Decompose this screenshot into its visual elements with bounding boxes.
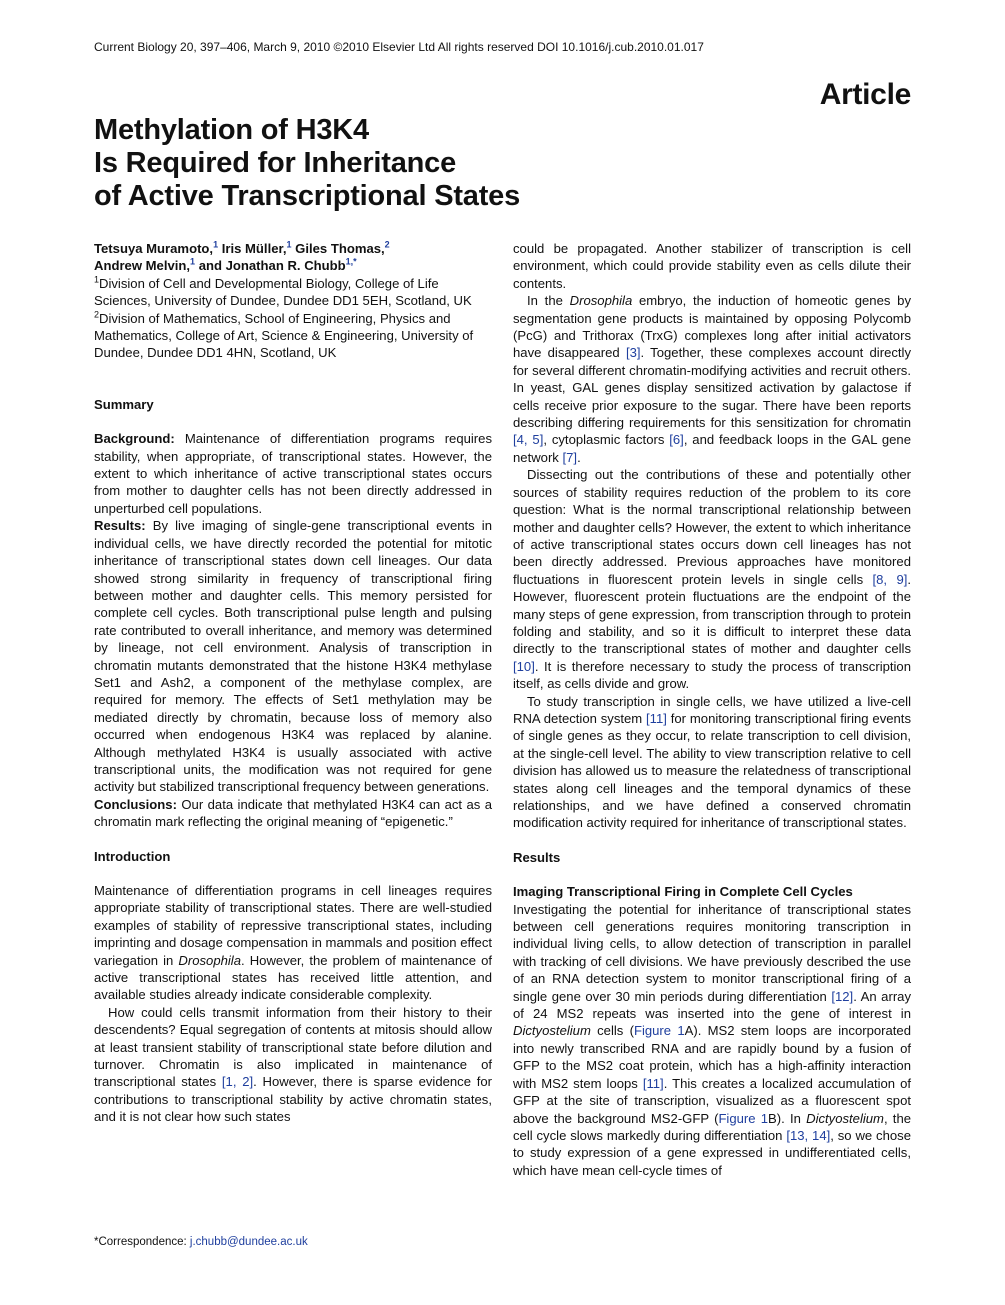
author-affil-marker[interactable]: 1 xyxy=(190,257,196,268)
intro-paragraph: How could cells transmit information from their history to their descendents? Equal segregation of contents at mitosis should allow at least transient stability of transcriptional state before dilution and turnover. Chromatin is also implicated in maintenance of transcriptional states [1, 2]. However, there is sparse evidence for contributions to transcriptional stability by active chromatin states, and it is not clear how such states xyxy=(94,1004,492,1125)
body-paragraph: Dissecting out the contributions of these and potentially other sources of stability requires reduction of the problem to its core question: What is the normal transcriptional relationship between mother and daughter cells? However, the extent to which inheritance of active transcriptional states occurs down cell lineages has not been directly addressed. Previous approaches have monitored fluctuations in fluorescent protein levels in single cells [8, 9]. However, fluorescent protein fluctuations are the endpoint of the many steps of gene expression, from transcription through to protein folding and stability, and so it is difficult to interpret these data directly to the transcriptional states of mother and daughter cells [10]. It is therefore necessary to study the process of transcription itself, as cells divide and grow. xyxy=(513,467,911,692)
author-name: Andrew Melvin, xyxy=(94,258,191,274)
left-column xyxy=(94,240,492,1126)
article-type-label: Article xyxy=(819,78,911,111)
summary-results: Results: By live imaging of single-gene transcriptional events in individual cells, we have directly recorded the potential for mitotic inheritance of transcriptional states down cell lineages. Our data showed strong similarity in frequency of transcriptional firing between mother and daughter cells. This memory persisted for complete cell cycles. Both transcriptional pulse length and pulsing rate contributed to overall inheritance, and memory was determined by lineage, not cell environment. Analysis of transcription in chromatin mutants demonstrated that the histone H3K4 methylase Set1 and Ash2, a component of the methylase complex, are required for memory. The effects of Set1 methylation may be mediated directly by chromatin, because loss of memory also occurred when endogenous H3K4 was replaced by alanine. Although methylated H3K4 is usually associated with active transcriptional units, the modification was not required for gene activity but stabilized transcriptional frequency between generations. xyxy=(94,518,493,795)
author-name: Giles Thomas, xyxy=(295,241,385,256)
body-paragraph: Investigating the potential for inheritance of transcriptional states between cell generations requires monitoring transcription in individual living cells, to allow detection of transcription in parallel with tracking of cell divisions. We have previously described the use of an RNA detection system to monitor transcriptional firing of a single gene over 30 min periods during differentiation [12]. An array of 24 MS2 repeats was inserted into the gene of interest in Dictyostelium cells (Figure 1A). MS2 stem loops are incorporated into newly transcribed RNA and are rapidly bound by a fusion of GFP to the MS2 coat protein, which has a high-affinity interaction with MS2 stem loops [11]. This creates a localized accumulation of GFP at the site of transcription, visualized as a fluorescent spot above the background MS2-GFP (Figure 1B). In Dictyostelium, the cell cycle slows markedly during differentiation [13, 14], so we chose to study expression of a gene expressed in undifferentiated cells, which have mean cell-cycle times of xyxy=(513,901,912,1178)
article-title xyxy=(94,114,614,213)
correspondence-footnote: *Correspondence: j.chubb@dundee.ac.uk xyxy=(94,1236,308,1248)
results-heading: Results xyxy=(513,849,561,865)
citation-link[interactable]: [8, 9] xyxy=(872,571,908,587)
journal-citation: Current Biology 20, 397–406, March 9, 2010 ©2010 Elsevier Ltd All rights reserved DOI 10.1016/j.cub.2010.01.017 xyxy=(94,40,704,54)
body-paragraph: could be propagated. Another stabilizer of transcription is cell environment, which could provide stability even as cells dilute their contents. xyxy=(513,241,911,291)
citation-link[interactable]: [13, 14] xyxy=(786,1127,831,1143)
summary-background: Background: Maintenance of differentiation programs requires stability, when appropriate, of transcriptional states. However, the extent to which inheritance of active transcriptional states occurs from mother to daughter cells has not been directly addressed in unperturbed cell populations. xyxy=(94,431,492,516)
title-line: Is Required for Inheritance xyxy=(94,147,457,179)
correspondence-email-link[interactable]: j.chubb@dundee.ac.uk xyxy=(189,1236,308,1248)
author-affil-marker[interactable]: 2 xyxy=(384,239,390,250)
citation-link[interactable]: [4, 5] xyxy=(513,432,544,448)
citation-link[interactable]: [7] xyxy=(562,449,578,465)
author-list xyxy=(94,240,492,275)
citation-link[interactable]: [12] xyxy=(831,988,854,1004)
citation-link[interactable]: [3] xyxy=(625,345,641,361)
introduction-heading: Introduction xyxy=(94,848,171,864)
citation-link[interactable]: [6] xyxy=(669,432,684,448)
intro-paragraph: Maintenance of differentiation programs in cell lineages requires appropriate stability of transcriptional states. There are well-studied examples of stability of repressive transcriptional states, including imprinting and dosage compensation in mammals and position effect variegation in Drosophila. However, the problem of maintenance of active transcriptional states has received little attention, and available studies already indicate considerable complexity. xyxy=(94,883,492,1003)
author-name: and Jonathan R. Chubb xyxy=(198,258,346,274)
results-subheading: Imaging Transcriptional Firing in Complete Cell Cycles xyxy=(513,884,853,900)
author-name: Iris Müller, xyxy=(221,241,287,256)
citation-link[interactable]: [11] xyxy=(642,1075,664,1091)
author-name: Tetsuya Muramoto, xyxy=(94,241,214,256)
title-line: Methylation of H3K4 xyxy=(94,114,369,146)
figure-link[interactable]: Figure 1 xyxy=(718,1110,769,1126)
author-affil-marker[interactable]: 1 xyxy=(286,239,292,250)
summary-heading: Summary xyxy=(94,396,154,412)
body-paragraph: In the Drosophila embryo, the induction of homeotic genes by segmentation gene products is maintained by opposing Polycomb (PcG) and Trithorax (TrxG) complexes long after initial activators have disappeared [3]. Together, these complexes account directly for several different chromatin-modifying activities and recruit others. In yeast, GAL genes display sensitized activation by galactose if cells receive prior exposure to the sugar. There have been reports describing differing requirements for this sensitization for chromatin [4, 5], cytoplasmic factors [6], and feedback loops in the GAL gene network [7]. xyxy=(513,293,911,465)
affiliation: $^2$Division of Mathematics, School of Engineering, Physics and Mathematics, College of Art, Science & Engineering, University of Dundee, Dundee DD1 4HN, Scotland, UK xyxy=(94,309,474,361)
author-affil-marker[interactable]: 1,* xyxy=(345,257,357,268)
author-affil-marker[interactable]: 1 xyxy=(213,239,219,250)
citation-link[interactable]: [1, 2] xyxy=(221,1074,254,1090)
affiliation: $^1$Division of Cell and Developmental Biology, College of Life Sciences, University of Dundee, Dundee DD1 5EH, Scotland, UK xyxy=(94,274,472,309)
right-column xyxy=(513,240,911,1179)
summary-conclusions: Conclusions: Our data indicate that methylated H3K4 can act as a chromatin mark reflecting the original meaning of “epigenetic.” xyxy=(94,796,493,830)
body-paragraph: To study transcription in single cells, we have utilized a live-cell RNA detection system [11] for monitoring transcriptional firing events of single genes as they occur, to relate transcription to cell division, at the single-cell level. The ability to view transcription relative to cell division has allowed us to measure the relatedness of transcriptional states along cell lineages and the temporal dynamics of these relationships, and we have defined a conserved chromatin modification activity required for inheritance of transcriptional states. xyxy=(513,693,911,831)
figure-link[interactable]: Figure 1 xyxy=(633,1023,685,1039)
citation-link[interactable]: [11] xyxy=(646,710,667,726)
title-line: of Active Transcriptional States xyxy=(94,180,521,212)
citation-link[interactable]: [10] xyxy=(513,658,535,674)
